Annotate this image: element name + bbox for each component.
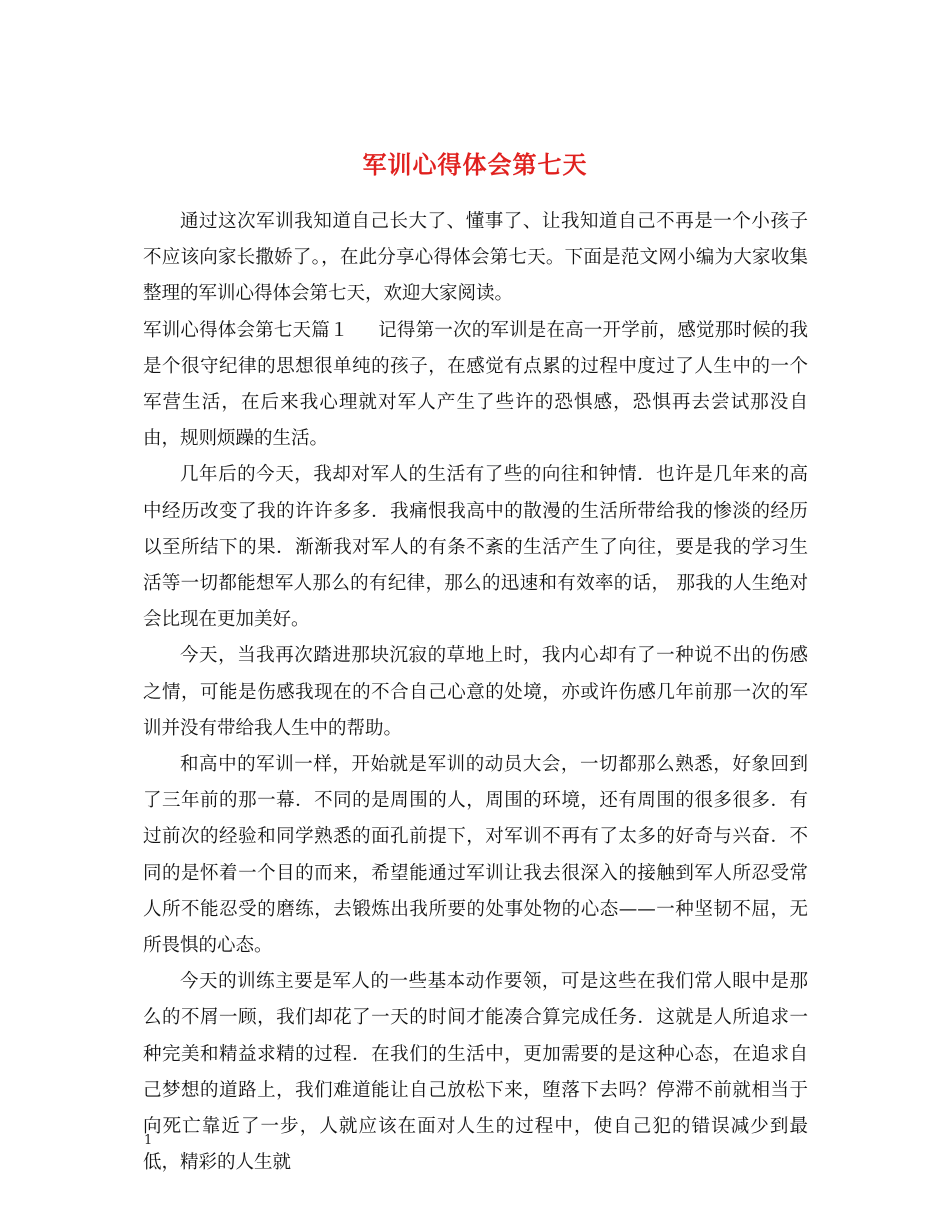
paragraph-3: 今天，当我再次踏进那块沉寂的草地上时，我内心却有了一种说不出的伤感之情，可能是伤感我现在的不合自己心意的处境，亦或许伤感几年前那一次的军训并没有带给我人生中的帮助。	[143, 645, 808, 739]
section-heading: 军训心得体会第七天篇１	[143, 319, 349, 341]
page-number: 1	[144, 1133, 153, 1148]
paragraph-1: 记得第一次的军训是在高一开学前，感觉那时候的我是个很守纪律的思想很单纯的孩子，在感觉有点累的过程中度过了人生中的一个军营生活，在后来我心理就对军人产生了些许的恐惧感，恐惧再去尝试那没自由，规则烦躁的生活。	[143, 319, 808, 450]
section-paragraph	[143, 313, 808, 458]
intro-paragraph: 通过这次军训我知道自己长大了、懂事了、让我知道自己不再是一个小孩子不应该向家长撒娇了。，在此分享心得体会第七天。下面是范文网小编为大家收集整理的军训心得体会第七天，欢迎大家阅读。	[143, 211, 808, 305]
paragraph-5: 今天的训练主要是军人的一些基本动作要领，可是这些在我们常人眼中是那么的不屑一顾，我们却花了一天的时间才能凑合算完成任务．这就是人所追求一种完美和精益求精的过程．在我们的生活中，更加需要的是这种心态，在追求自己梦想的道路上，我们难道能让自己放松下来，堕落下去吗？停滞不前就相当于向死亡靠近了一步，人就应该在面对人生的过程中，使自己犯的错误减少到最低，精彩的人生就	[143, 971, 808, 1174]
document-body	[143, 204, 808, 1181]
paragraph-2: 几年后的今天，我却对军人的生活有了些的向往和钟情．也许是几年来的高中经历改变了我的许许多多．我痛恨我高中的散漫的生活所带给我的惨淡的经历以至所结下的果．渐渐我对军人的有条不紊的生活产生了向往，要是我的学习生活等一切都能想军人那么的有纪律，那么的迅速和有效率的话， 那我的人生绝对会比现在更加美好。	[143, 464, 808, 631]
paragraph-4: 和高中的军训一样，开始就是军训的动员大会，一切都那么熟悉，好象回到了三年前的那一幕．不同的是周围的人，周围的环境，还有周围的很多很多．有过前次的经验和同学熟悉的面孔前提下，对军训不再有了太多的好奇与兴奋．不同的是怀着一个目的而来，希望能通过军训让我去很深入的接触到军人所忍受常人所不能忍受的磨练，去锻炼出我所要的处事处物的心态——一种坚韧不屈，无所畏惧的心态。	[143, 754, 808, 957]
document-title: 军训心得体会第七天	[362, 150, 588, 180]
